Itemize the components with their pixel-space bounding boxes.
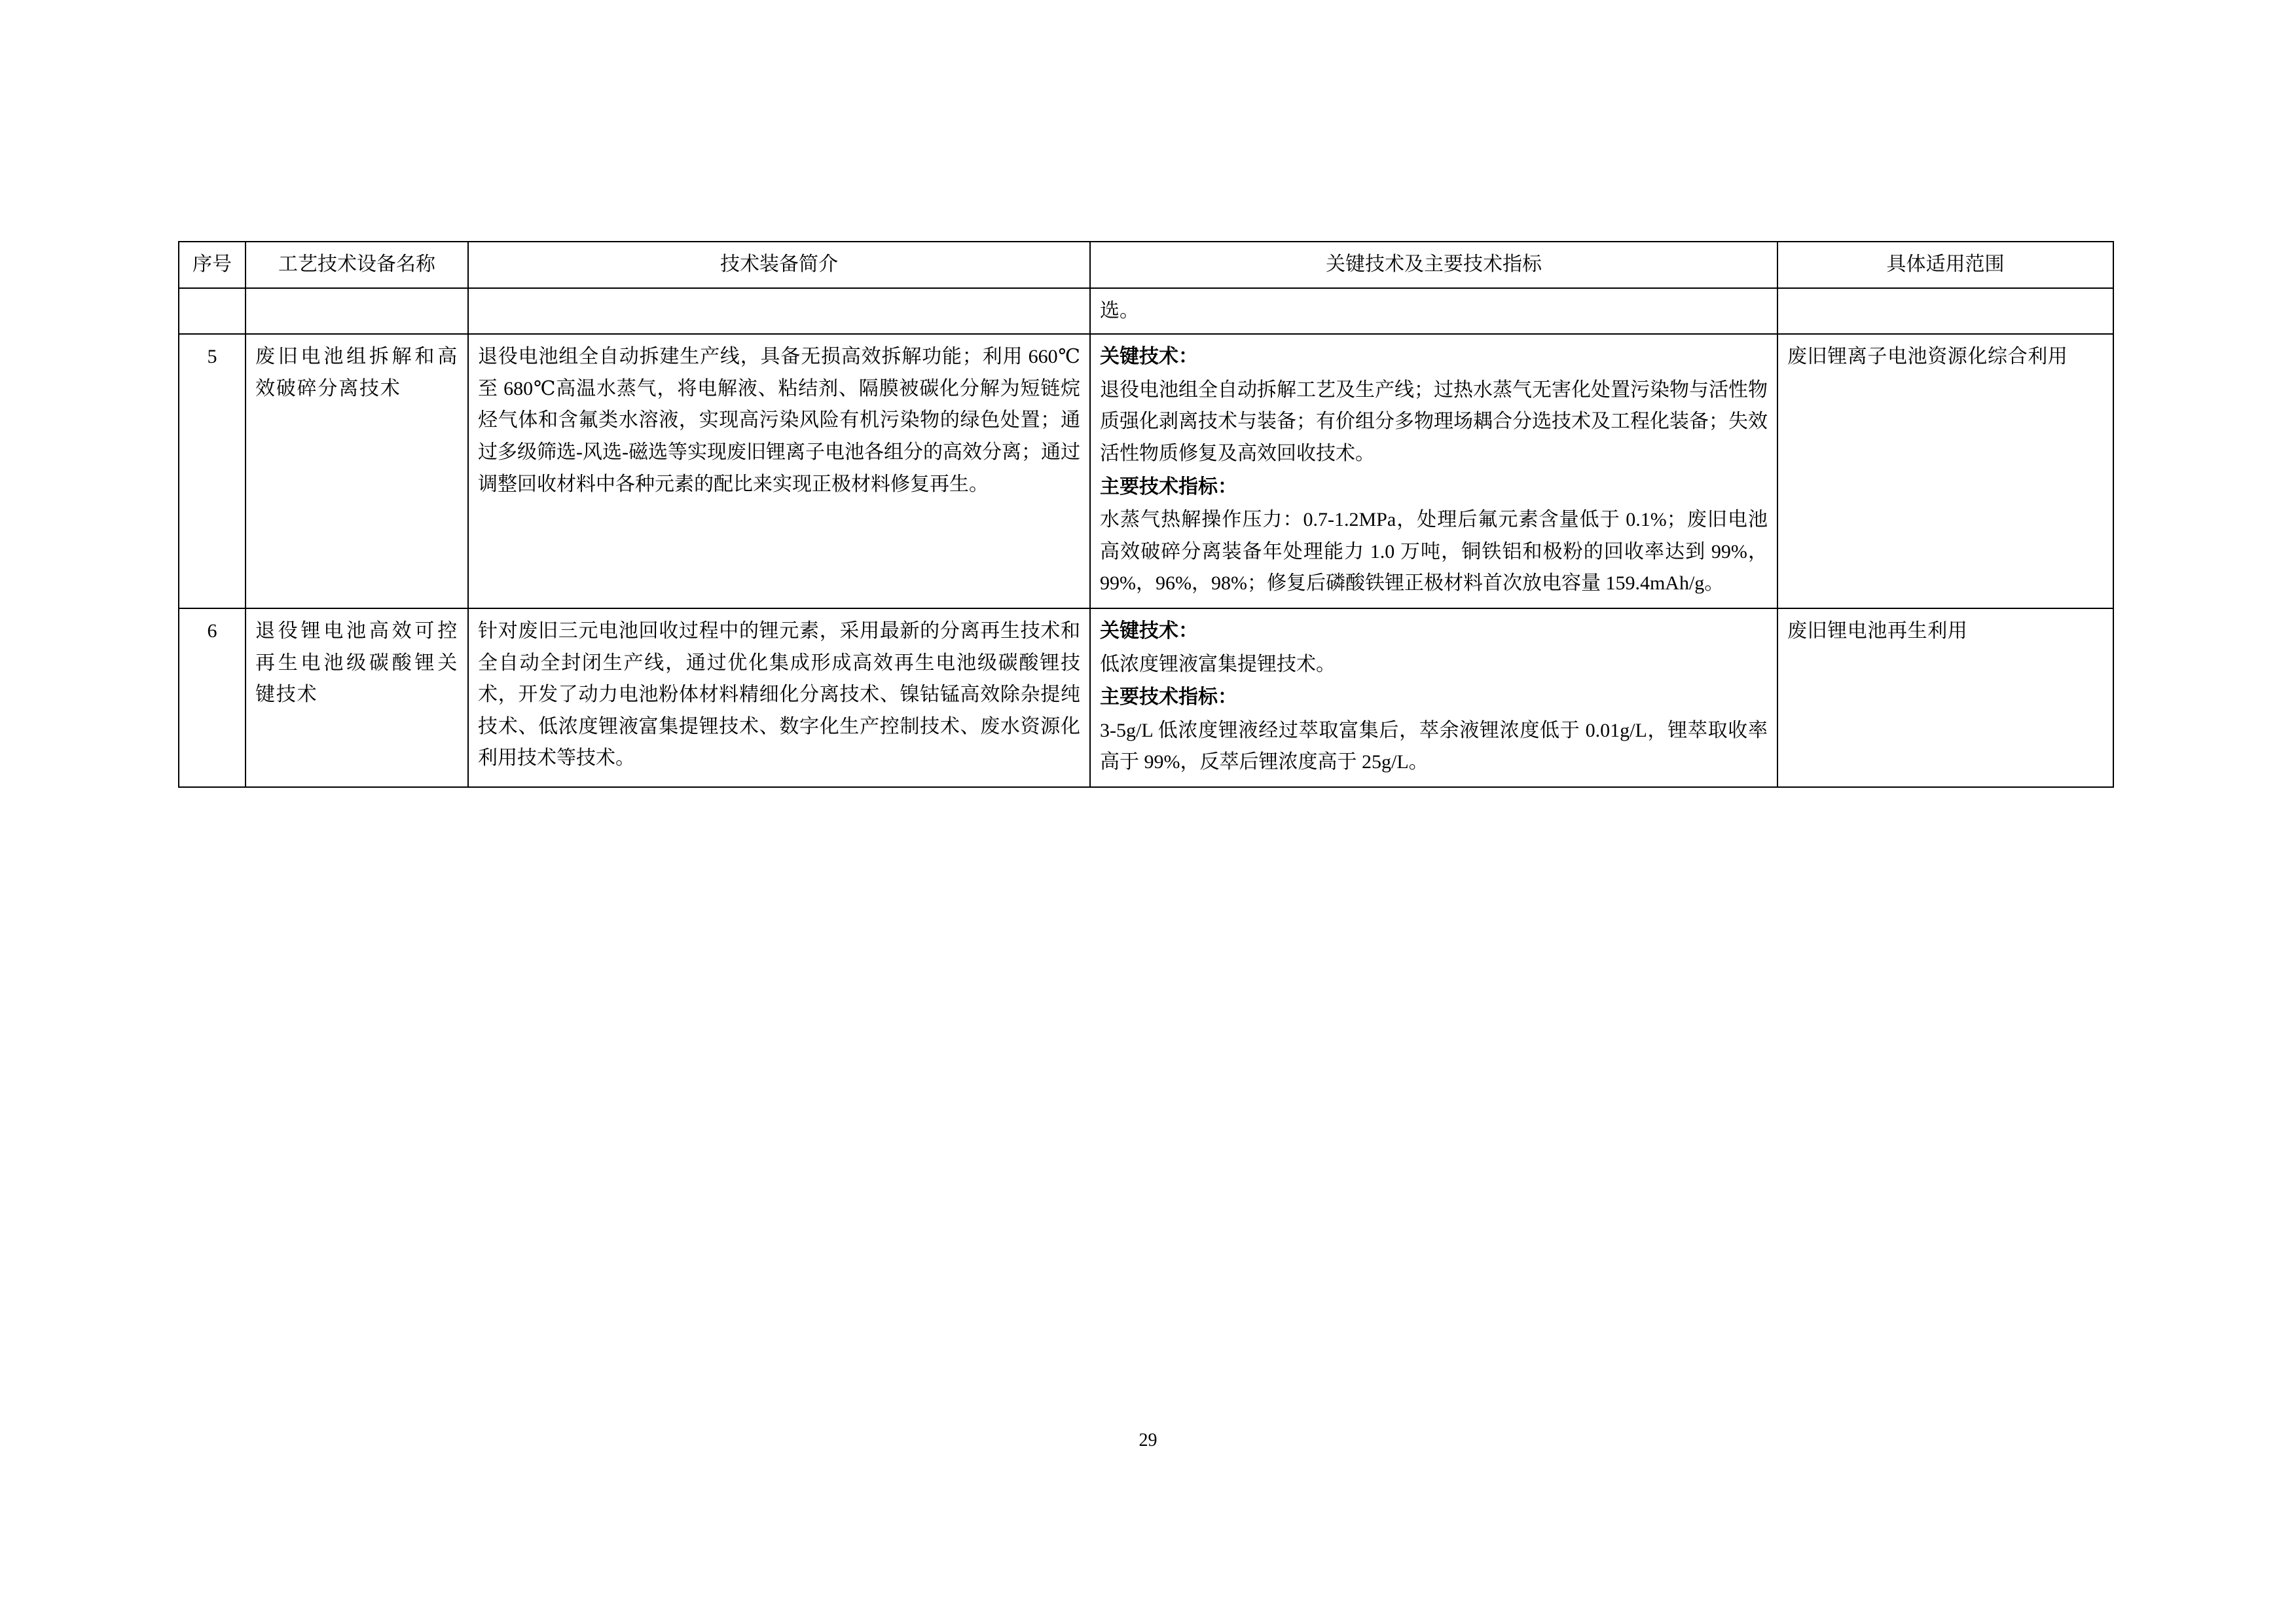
technology-catalog-table [178, 241, 2114, 788]
page-number: 29 [1139, 1430, 1157, 1450]
main-metrics-text: 水蒸气热解操作压力：0.7-1.2MPa，处理后氟元素含量低于 0.1%；废旧电池高效破碎分离装备年处理能力 1.0 万吨，铜铁铝和极粉的回收率达到 99%，99%，96%，98%；修复后磷酸铁锂正极材料首次放电容量 159.4mAh/g。 [1100, 509, 1768, 595]
cell-scope: 废旧锂离子电池资源化综合利用 [1777, 334, 2113, 608]
cell-equipment-name: 退役锂电池高效可控再生电池级碳酸锂关键技术 [246, 608, 468, 787]
cell-key-and-metrics [1090, 334, 1777, 608]
cell-no-continued [179, 288, 246, 335]
table-row-continued [179, 288, 2113, 335]
cell-scope: 废旧锂电池再生利用 [1777, 608, 2113, 787]
cell-intro: 针对废旧三元电池回收过程中的锂元素，采用最新的分离再生技术和全自动全封闭生产线，通过优化集成形成高效再生电池级碳酸锂技术，开发了动力电池粉体材料精细化分离技术、镍钴锰高效除杂提纯技术、低浓度锂液富集提锂技术、数字化生产控制技术、废水资源化利用技术等技术。 [468, 608, 1090, 787]
column-header-序号: 序号 [179, 242, 246, 288]
cell-no: 5 [179, 334, 246, 608]
column-header-技术装备简介: 技术装备简介 [468, 242, 1090, 288]
column-header-关键技术及主要技术指标: 关键技术及主要技术指标 [1090, 242, 1777, 288]
column-header-工艺技术设备名称: 工艺技术设备名称 [246, 242, 468, 288]
cell-equipment-name: 废旧电池组拆解和高效破碎分离技术 [246, 334, 468, 608]
main-metrics-text: 3-5g/L 低浓度锂液经过萃取富集后，萃余液锂浓度低于 0.01g/L，锂萃取收率高于 99%，反萃后锂浓度高于 25g/L。 [1100, 719, 1768, 773]
table-header-row [179, 242, 2113, 288]
key-tech-text: 低浓度锂液富集提锂技术。 [1100, 653, 1336, 675]
cell-intro-continued [468, 288, 1090, 335]
table-row [179, 334, 2113, 608]
cell-no: 6 [179, 608, 246, 787]
table-body [179, 288, 2113, 787]
cell-key-continued: 选。 [1090, 288, 1777, 335]
key-tech-label: 关键技术： [1100, 619, 1198, 642]
main-metrics-label: 主要技术指标： [1100, 686, 1237, 709]
technology-catalog-table-wrapper [178, 241, 2113, 788]
cell-intro: 退役电池组全自动拆建生产线，具备无损高效拆解功能；利用 660℃至 680℃高温水蒸气，将电解液、粘结剂、隔膜被碳化分解为短链烷烃气体和含氟类水溶液，实现高污染风险有机污染物的绿色处置；通过多级筛选-风选-磁选等实现废旧锂离子电池各组分的高效分离；通过调整回收材料中各种元素的配比来实现正极材料修复再生。 [468, 334, 1090, 608]
table-header [179, 242, 2113, 288]
cell-scope-continued [1777, 288, 2113, 335]
column-header-具体适用范围: 具体适用范围 [1777, 242, 2113, 288]
main-metrics-label: 主要技术指标： [1100, 475, 1237, 498]
cell-key-and-metrics [1090, 608, 1777, 787]
key-tech-label: 关键技术： [1100, 346, 1198, 368]
cell-name-continued [246, 288, 468, 335]
table-row [179, 608, 2113, 787]
key-tech-text: 退役电池组全自动拆解工艺及生产线；过热水蒸气无害化处置污染物与活性物质强化剥离技术与装备；有价组分多物理场耦合分选技术及工程化装备；失效活性物质修复及高效回收技术。 [1100, 378, 1768, 464]
